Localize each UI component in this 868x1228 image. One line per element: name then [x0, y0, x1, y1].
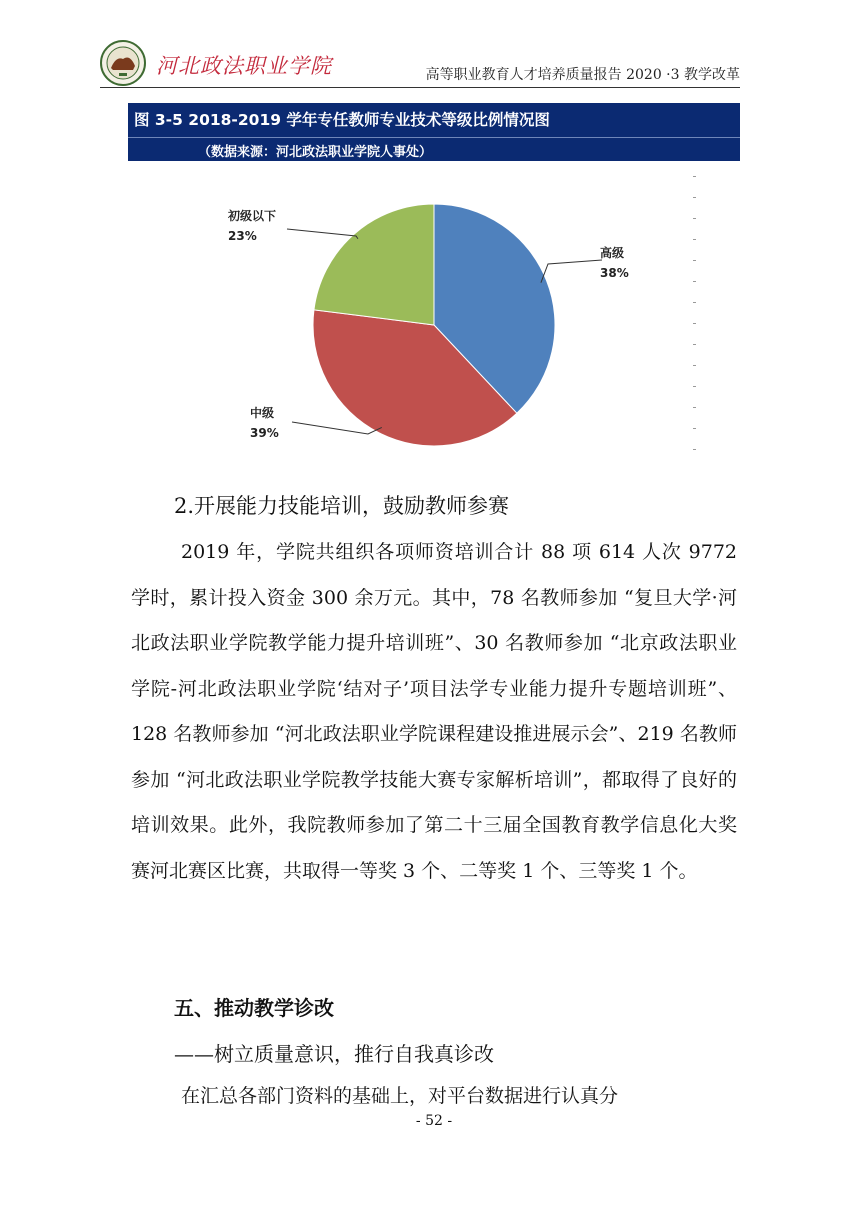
figure-source: （数据来源：河北政法职业学院人事处）	[198, 145, 433, 160]
edge-tick	[693, 218, 696, 219]
header-divider	[100, 87, 740, 88]
edge-tick	[693, 197, 696, 198]
edge-tick	[693, 386, 696, 387]
section-5-paragraph: 在汇总各部门资料的基础上，对平台数据进行认真分	[181, 1085, 619, 1107]
page-number: - 52 -	[415, 1113, 453, 1129]
pie-slice-3	[314, 204, 434, 325]
figure-caption-divider	[128, 137, 740, 138]
section-heading-2: 2.开展能力技能培训，鼓励教师参赛	[174, 494, 510, 518]
chart-edge-ticks	[693, 176, 699, 472]
report-title: 高等职业教育人才培养质量报告 2020 ·3 教学改革	[425, 67, 740, 83]
figure-caption-box	[128, 103, 740, 161]
slice-label-2: 中级	[250, 406, 275, 420]
edge-tick	[693, 260, 696, 261]
section-heading-5: 五、推动教学诊改	[174, 996, 334, 1020]
edge-tick	[693, 239, 696, 240]
slice-label-3: 初级以下	[228, 209, 277, 223]
edge-tick	[693, 365, 696, 366]
edge-tick	[693, 176, 696, 177]
slice-label-1: 高级	[600, 246, 625, 260]
slice-percent-2: 39%	[250, 426, 279, 440]
edge-tick	[693, 344, 696, 345]
edge-tick	[693, 302, 696, 303]
edge-tick	[693, 449, 696, 450]
slice-percent-1: 38%	[600, 266, 629, 280]
section-2-paragraph: 2019 年，学院共组织各项师资培训合计 88 项 614 人次 9772 学时，累计投入资金 300 余万元。其中，78 名教师参加 “复旦大学·河北政法职业学院教学能力提升培训班”、30 名教师参加 “北京政法职业学院-河北政法职业学院‘结对子’项目法学专业能力提升专题培训班”、128 名教师参加 “河北政法职业学院课程建设推进展示会”、219 名教师参加 “河北政法职业学院教学技能大赛专家解析培训”，都取得了良好的培训效果。此外，我院教师参加了第二十三届全国教育教学信息化大奖赛河北赛区比赛，共取得一等奖 3 个、二等奖 1 个、三等奖 1 个。	[131, 541, 737, 882]
leader-line-3	[287, 229, 358, 239]
edge-tick	[693, 281, 696, 282]
pie-chart	[130, 172, 740, 472]
edge-tick	[693, 407, 696, 408]
edge-tick	[693, 428, 696, 429]
college-seal-logo	[100, 40, 146, 86]
section-5-subheading: ——树立质量意识，推行自我真诊改	[174, 1042, 494, 1066]
page-header	[100, 40, 740, 86]
figure-title: 图 3-5 2018-2019 学年专任教师专业技术等级比例情况图	[134, 111, 550, 129]
leader-line-1	[541, 260, 602, 283]
slice-percent-3: 23%	[228, 229, 257, 243]
edge-tick	[693, 323, 696, 324]
school-name: 河北政法职业学院	[156, 54, 332, 78]
